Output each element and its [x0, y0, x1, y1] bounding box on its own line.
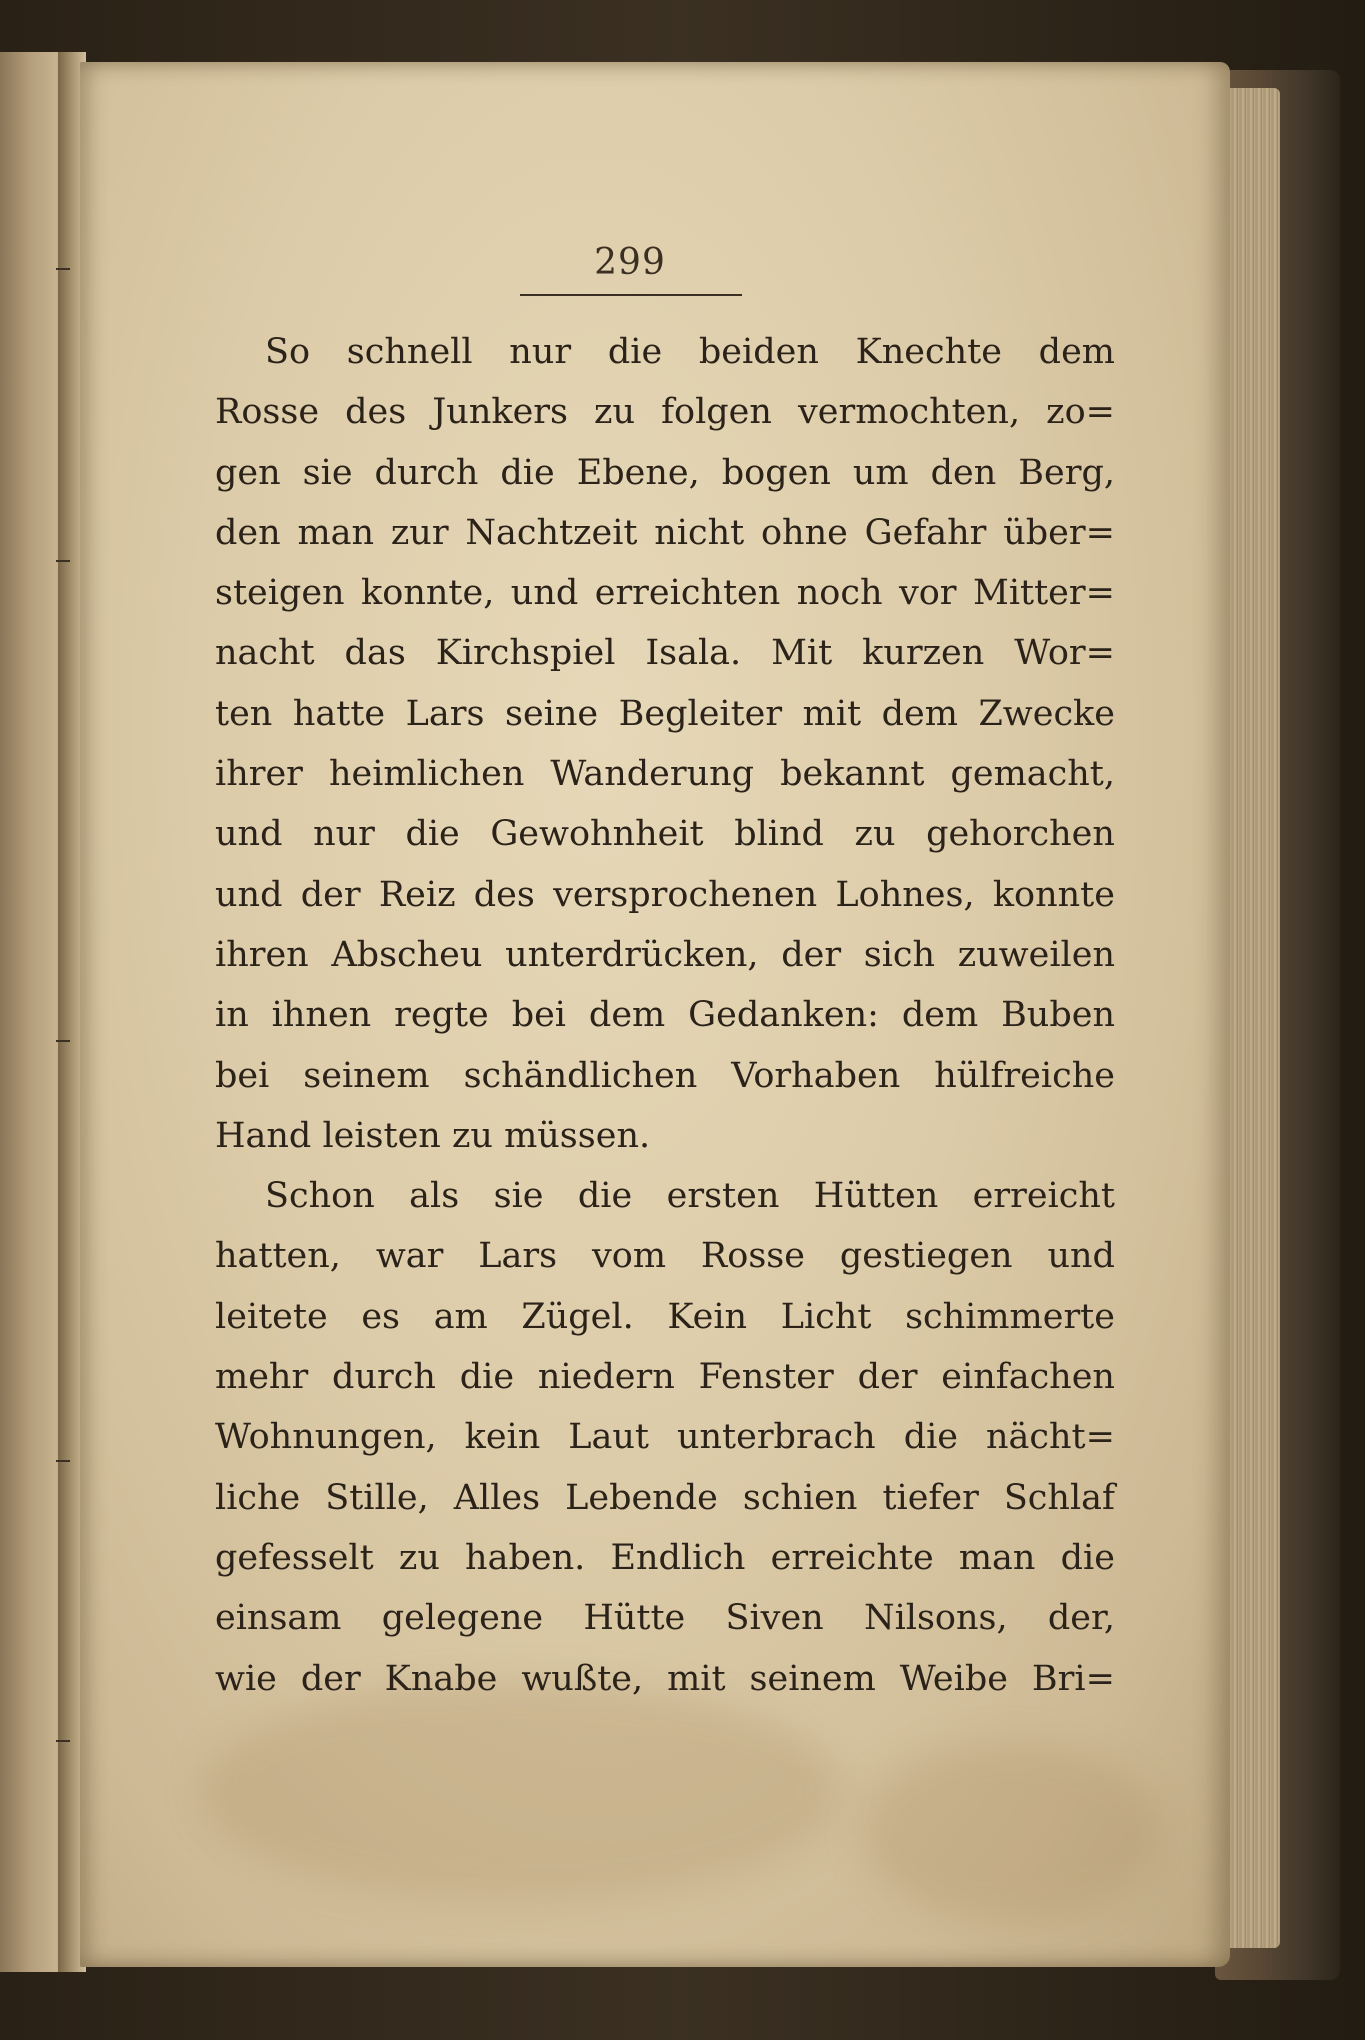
text-line: nacht das Kirchspiel Isala. Mit kurzen Wor= — [215, 633, 1115, 674]
text-line: Rosse des Junkers zu folgen vermochten, zo= — [215, 392, 1115, 433]
text-line: bei seinem schändlichen Vorhaben hülfreiche — [215, 1055, 1115, 1096]
text-line: So schnell nur die beiden Knechte dem — [265, 332, 1115, 372]
gutter-mark — [56, 1040, 70, 1042]
text-line: Hand leisten zu müssen. — [215, 1115, 651, 1156]
body-text — [215, 322, 1115, 1709]
gutter-mark — [56, 560, 70, 562]
header-rule — [520, 294, 742, 296]
text-line: liche Stille, Alles Lebende schien tiefer Schlaf — [215, 1477, 1115, 1518]
text-line: gen sie durch die Ebene, bogen um den Berg, — [215, 452, 1115, 493]
text-line: ihren Abscheu unterdrücken, der sich zuweilen — [215, 934, 1115, 975]
gutter-mark — [56, 1740, 70, 1742]
text-line: mehr durch die niedern Fenster der einfachen — [215, 1357, 1115, 1398]
text-line: und der Reiz des versprochenen Lohnes, konnte — [215, 874, 1115, 915]
text-line: den man zur Nachtzeit nicht ohne Gefahr über= — [215, 512, 1115, 553]
text-line: einsam gelegene Hütte Siven Nilsons, der, — [215, 1598, 1115, 1639]
text-line: Schon als sie die ersten Hütten erreicht — [265, 1176, 1115, 1217]
gutter-mark — [56, 1460, 70, 1462]
text-line: ihrer heimlichen Wanderung bekannt gemacht, — [215, 754, 1115, 795]
page-edges — [1222, 88, 1280, 1948]
page-stain — [860, 1742, 1160, 1922]
book-page — [80, 62, 1230, 1967]
text-line: leitete es am Zügel. Kein Licht schimmerte — [215, 1296, 1115, 1337]
gutter-mark — [56, 268, 70, 270]
text-line: und nur die Gewohnheit blind zu gehorchen — [215, 814, 1115, 855]
page-number: 299 — [594, 242, 666, 283]
text-line: in ihnen regte bei dem Gedanken: dem Buben — [215, 995, 1115, 1036]
text-line: hatten, war Lars vom Rosse gestiegen und — [215, 1236, 1115, 1277]
text-line: steigen konnte, und erreichten noch vor Mitter= — [215, 573, 1115, 614]
page-stain — [200, 1682, 840, 1902]
text-line: ten hatte Lars seine Begleiter mit dem Zwecke — [215, 693, 1115, 734]
text-line: wie der Knabe wußte, mit seinem Weibe Bri= — [215, 1658, 1115, 1699]
text-line: Wohnungen, kein Laut unterbrach die nächt= — [215, 1417, 1115, 1458]
text-line: gefesselt zu haben. Endlich erreichte man die — [215, 1537, 1115, 1578]
